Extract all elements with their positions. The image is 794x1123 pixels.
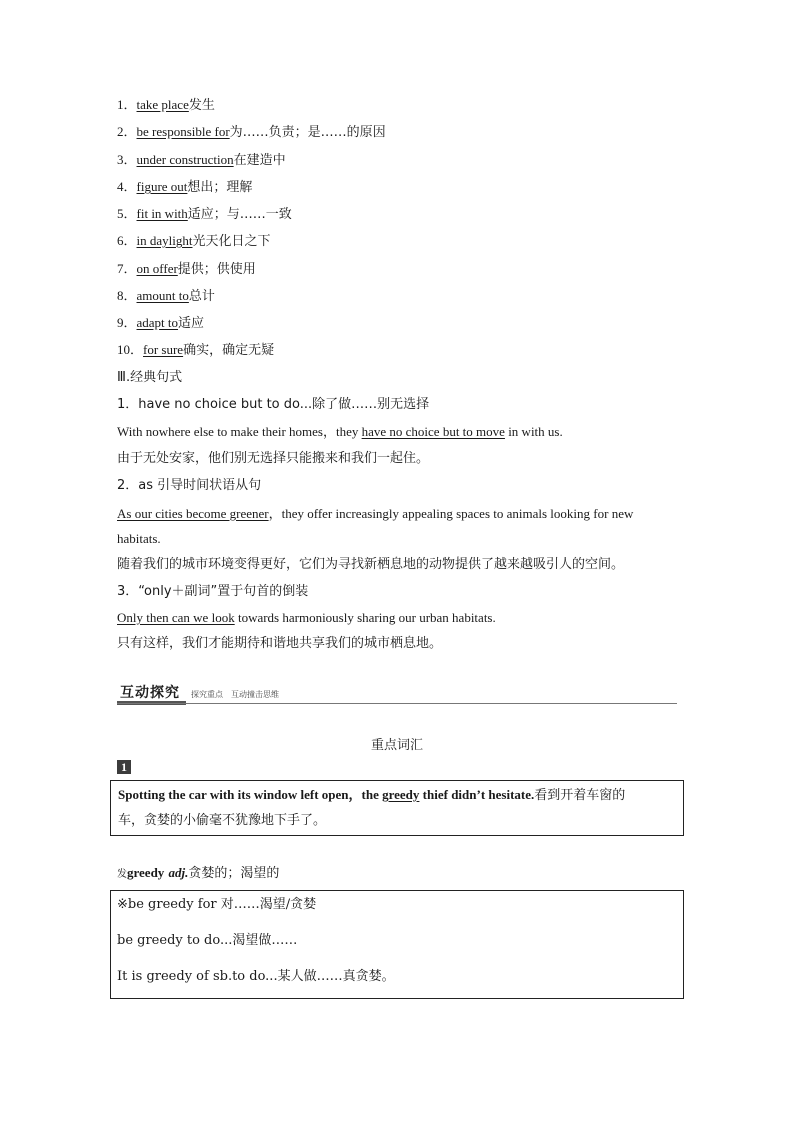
banner-subtitle: 探究重点 互动撞击思维 <box>191 690 279 699</box>
vocab-meaning: 想出；理解 <box>187 180 253 195</box>
vocab-item <box>117 314 204 333</box>
vocab-meaning: 适应；与……一致 <box>187 207 292 222</box>
vocab-number: 1． <box>117 97 137 112</box>
example-key-word: greedy <box>382 787 420 802</box>
vocab-item <box>117 123 386 142</box>
vocab-phrase: under construction <box>136 152 234 167</box>
example-translation: 看到开着车窗的 <box>534 788 626 803</box>
banner-divider <box>117 703 677 704</box>
vocab-meaning: 提供；供使用 <box>177 262 256 277</box>
vocab-phrase: in daylight <box>136 233 193 248</box>
vocab-number: 5． <box>117 206 137 221</box>
example-text: ，they offer increasingly appealing spaces to animals looking for new <box>268 506 634 521</box>
pattern-example-en <box>117 505 633 523</box>
usage-item: ※be greedy for 对……渴望/贪婪 <box>117 897 317 912</box>
vocab-phrase: be responsible for <box>136 124 230 139</box>
pattern-example-en-cont: habitats. <box>117 531 161 546</box>
pattern-example-zh: 随着我们的城市环境变得更好，它们为寻找新栖息地的动物提供了越来越吸引人的空间。 <box>117 557 625 572</box>
vocab-number: 2． <box>117 124 137 139</box>
vocab-meaning: 发生 <box>188 98 215 113</box>
vocab-phrase: for sure <box>143 342 184 357</box>
usage-box <box>110 890 684 999</box>
vocab-phrase: fit in with <box>136 206 188 221</box>
usage-item: It is greedy of sb.to do...某人做……真贪婪。 <box>117 969 395 984</box>
vocab-meaning: 适应 <box>178 316 205 331</box>
example-text: thief didn’t hesitate. <box>419 787 535 802</box>
vocab-number: 8． <box>117 288 137 303</box>
vocab-number: 10． <box>117 342 144 357</box>
vocab-phrase: on offer <box>136 261 178 276</box>
definition-line <box>117 864 279 884</box>
vocab-phrase: adapt to <box>136 315 179 330</box>
vocab-meaning: 光天化日之下 <box>192 234 271 249</box>
section-heading: Ⅲ.经典句式 <box>117 370 183 385</box>
pattern-title: 3．“only＋副词”置于句首的倒装 <box>117 584 309 599</box>
vocab-phrase: amount to <box>136 288 189 303</box>
item-number-badge: 1 <box>117 760 131 774</box>
definition-marker: 发 <box>117 869 127 880</box>
usage-item: be greedy to do...渴望做…… <box>117 933 298 948</box>
vocab-item <box>117 151 286 170</box>
vocab-meaning: 总计 <box>188 289 215 304</box>
example-text: With nowhere else to make their homes，they <box>117 424 362 439</box>
definition-word: greedy <box>127 865 165 880</box>
example-sentence <box>118 786 625 805</box>
subsection-title: 重点词汇 <box>370 738 423 753</box>
pattern-example-zh: 由于无处安家，他们别无选择只能搬来和我们一起住。 <box>117 451 430 466</box>
example-key-phrase: have no choice but to move <box>361 424 505 439</box>
pattern-example-en <box>117 423 563 441</box>
example-text: Spotting the car with its window left open，the <box>118 787 383 802</box>
vocab-number: 3． <box>117 152 137 167</box>
vocab-meaning: 为……负责；是……的原因 <box>229 125 386 140</box>
banner-title: 互动探究 <box>120 685 180 701</box>
pattern-title: 2．as 引导时间状语从句 <box>117 478 262 493</box>
vocab-item <box>117 287 215 306</box>
vocab-number: 9． <box>117 315 137 330</box>
vocab-item <box>117 205 292 224</box>
example-key-phrase: As our cities become greener <box>117 506 269 521</box>
example-text: in with us. <box>504 424 563 439</box>
vocab-item <box>117 96 215 115</box>
vocab-item <box>117 232 271 251</box>
example-key-phrase: Only then can we look <box>117 610 235 625</box>
vocab-item <box>117 260 256 279</box>
example-box <box>110 780 684 836</box>
vocab-phrase: take place <box>136 97 189 112</box>
vocab-meaning: 在建造中 <box>233 153 286 168</box>
pattern-title: 1．have no choice but to do...除了做……别无选择 <box>117 397 430 412</box>
vocab-number: 4． <box>117 179 137 194</box>
definition-meaning: 贪婪的；渴望的 <box>188 866 280 881</box>
vocab-item <box>117 178 252 197</box>
vocab-item <box>117 341 274 360</box>
example-translation-cont: 车，贪婪的小偷毫不犹豫地下手了。 <box>118 813 327 828</box>
vocab-meaning: 确实，确定无疑 <box>183 343 275 358</box>
definition-pos: adj. <box>168 865 189 880</box>
vocab-phrase: figure out <box>136 179 188 194</box>
vocab-number: 7． <box>117 261 137 276</box>
vocab-number: 6． <box>117 233 137 248</box>
example-text: towards harmoniously sharing our urban habitats. <box>234 610 496 625</box>
pattern-example-zh: 只有这样，我们才能期待和谐地共享我们的城市栖息地。 <box>117 636 443 651</box>
pattern-example-en <box>117 609 496 627</box>
